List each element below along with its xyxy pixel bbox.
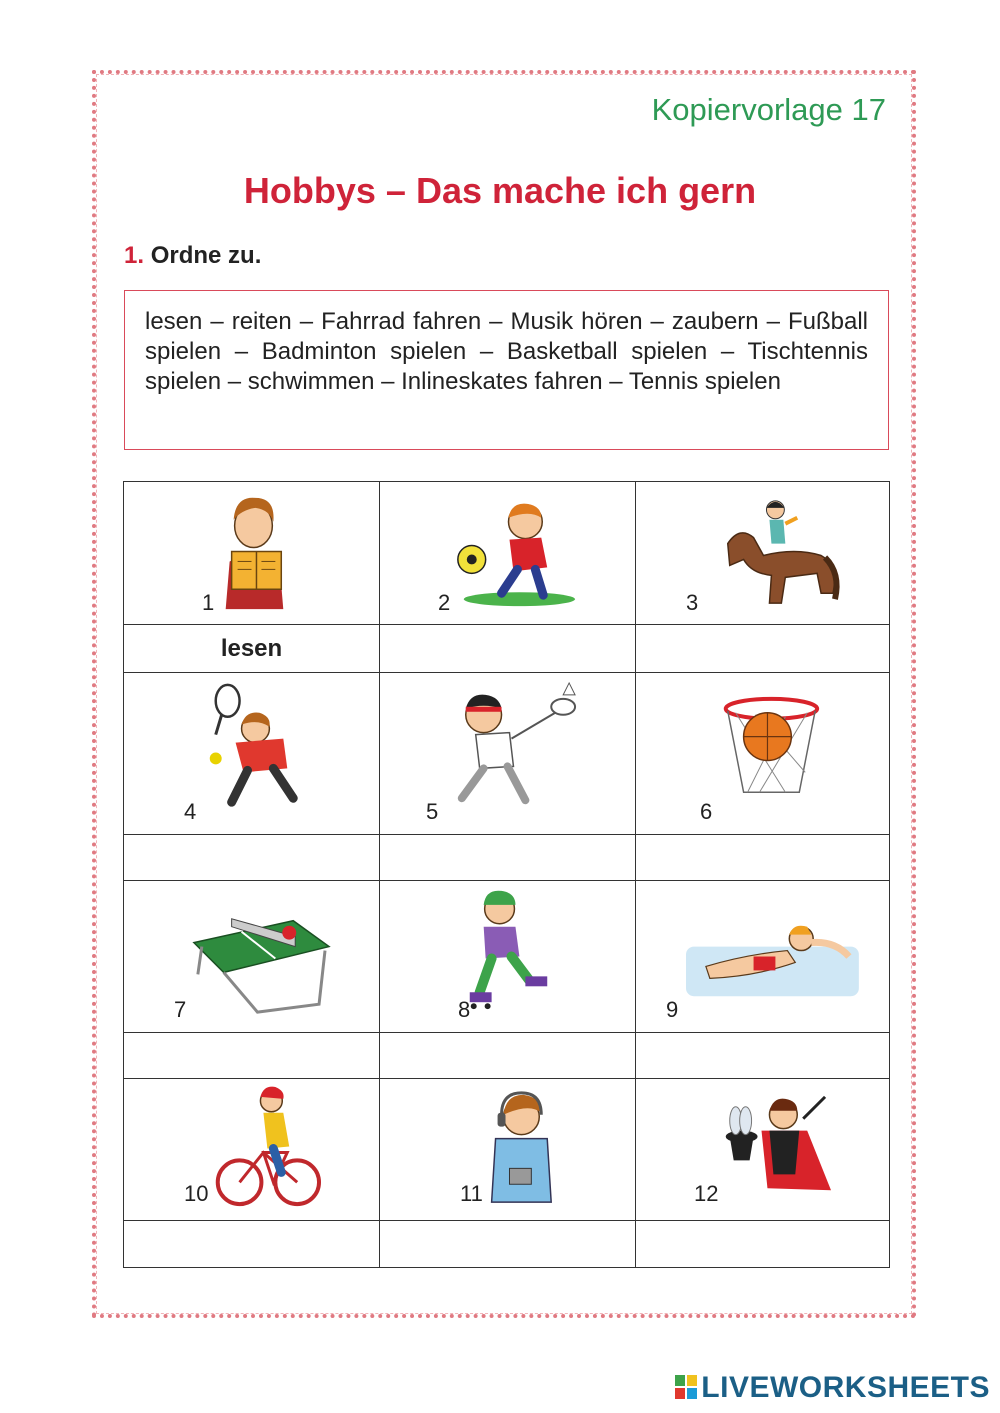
tennis-player-icon (124, 673, 379, 834)
task-number: 1. (124, 242, 145, 269)
reading-boy-icon (124, 482, 379, 624)
badminton-player-icon (380, 673, 635, 834)
logo-badge-icon (675, 1375, 697, 1399)
item-number: 3 (686, 590, 699, 615)
answer-cell-12[interactable] (636, 1221, 890, 1268)
magician-icon (636, 1079, 889, 1220)
logo-text: LIVEWORKSHEETS (701, 1371, 990, 1404)
basketball-hoop-icon (636, 673, 889, 834)
picture-cell-4 (124, 673, 380, 835)
item-number: 9 (666, 997, 679, 1022)
picture-cell-3 (636, 482, 890, 625)
page-title: Hobbys – Das mache ich gern (243, 170, 757, 211)
ping-pong-table-icon (124, 881, 379, 1032)
task-instruction: Ordne zu. (150, 242, 262, 269)
picture-cell-10 (124, 1079, 380, 1221)
item-number: 8 (458, 997, 471, 1022)
kopiervorlage-label: Kopiervorlage 17 (651, 92, 886, 127)
picture-cell-12 (636, 1079, 890, 1221)
cyclist-icon (124, 1079, 379, 1220)
item-number: 7 (174, 997, 187, 1022)
picture-cell-9 (636, 881, 890, 1033)
answer-cell-2[interactable] (380, 625, 636, 673)
item-number: 10 (184, 1181, 209, 1206)
answer-cell-9[interactable] (636, 1033, 890, 1079)
answer-cell-10[interactable] (124, 1221, 380, 1268)
answer-cell-11[interactable] (380, 1221, 636, 1268)
liveworksheets-logo (675, 1371, 990, 1405)
picture-cell-5 (380, 673, 636, 835)
picture-cell-2 (380, 482, 636, 625)
item-number: 1 (202, 590, 215, 615)
picture-cell-8 (380, 881, 636, 1033)
answer-cell-8[interactable] (380, 1033, 636, 1079)
horse-rider-icon (636, 482, 889, 624)
picture-cell-7 (124, 881, 380, 1033)
item-number: 6 (700, 799, 713, 824)
soccer-boy-icon (380, 482, 635, 624)
answer-cell-7[interactable] (124, 1033, 380, 1079)
item-number: 2 (438, 590, 451, 615)
word-box: lesen – reiten – Fahrrad fahren – Musik hören – zaubern – Fußball spielen – Badminton spielen – Basketball spielen – Tischtennis spielen – schwimmen – Inlineskates fahren – Tennis spielen (124, 290, 889, 450)
task-heading (124, 242, 261, 270)
inline-skater-icon (380, 881, 635, 1032)
item-number: 12 (694, 1181, 719, 1206)
answer-cell-5[interactable] (380, 835, 636, 881)
answer-cell-3[interactable] (636, 625, 890, 673)
answer-cell-4[interactable] (124, 835, 380, 881)
picture-cell-11 (380, 1079, 636, 1221)
item-number: 4 (184, 799, 197, 824)
picture-cell-1 (124, 482, 380, 625)
hobby-grid (123, 481, 890, 1268)
item-number: 11 (460, 1181, 483, 1206)
answer-cell-1[interactable]: lesen (124, 625, 380, 673)
answer-cell-6[interactable] (636, 835, 890, 881)
item-number: 5 (426, 799, 439, 824)
music-listener-icon (380, 1079, 635, 1220)
picture-cell-6 (636, 673, 890, 835)
